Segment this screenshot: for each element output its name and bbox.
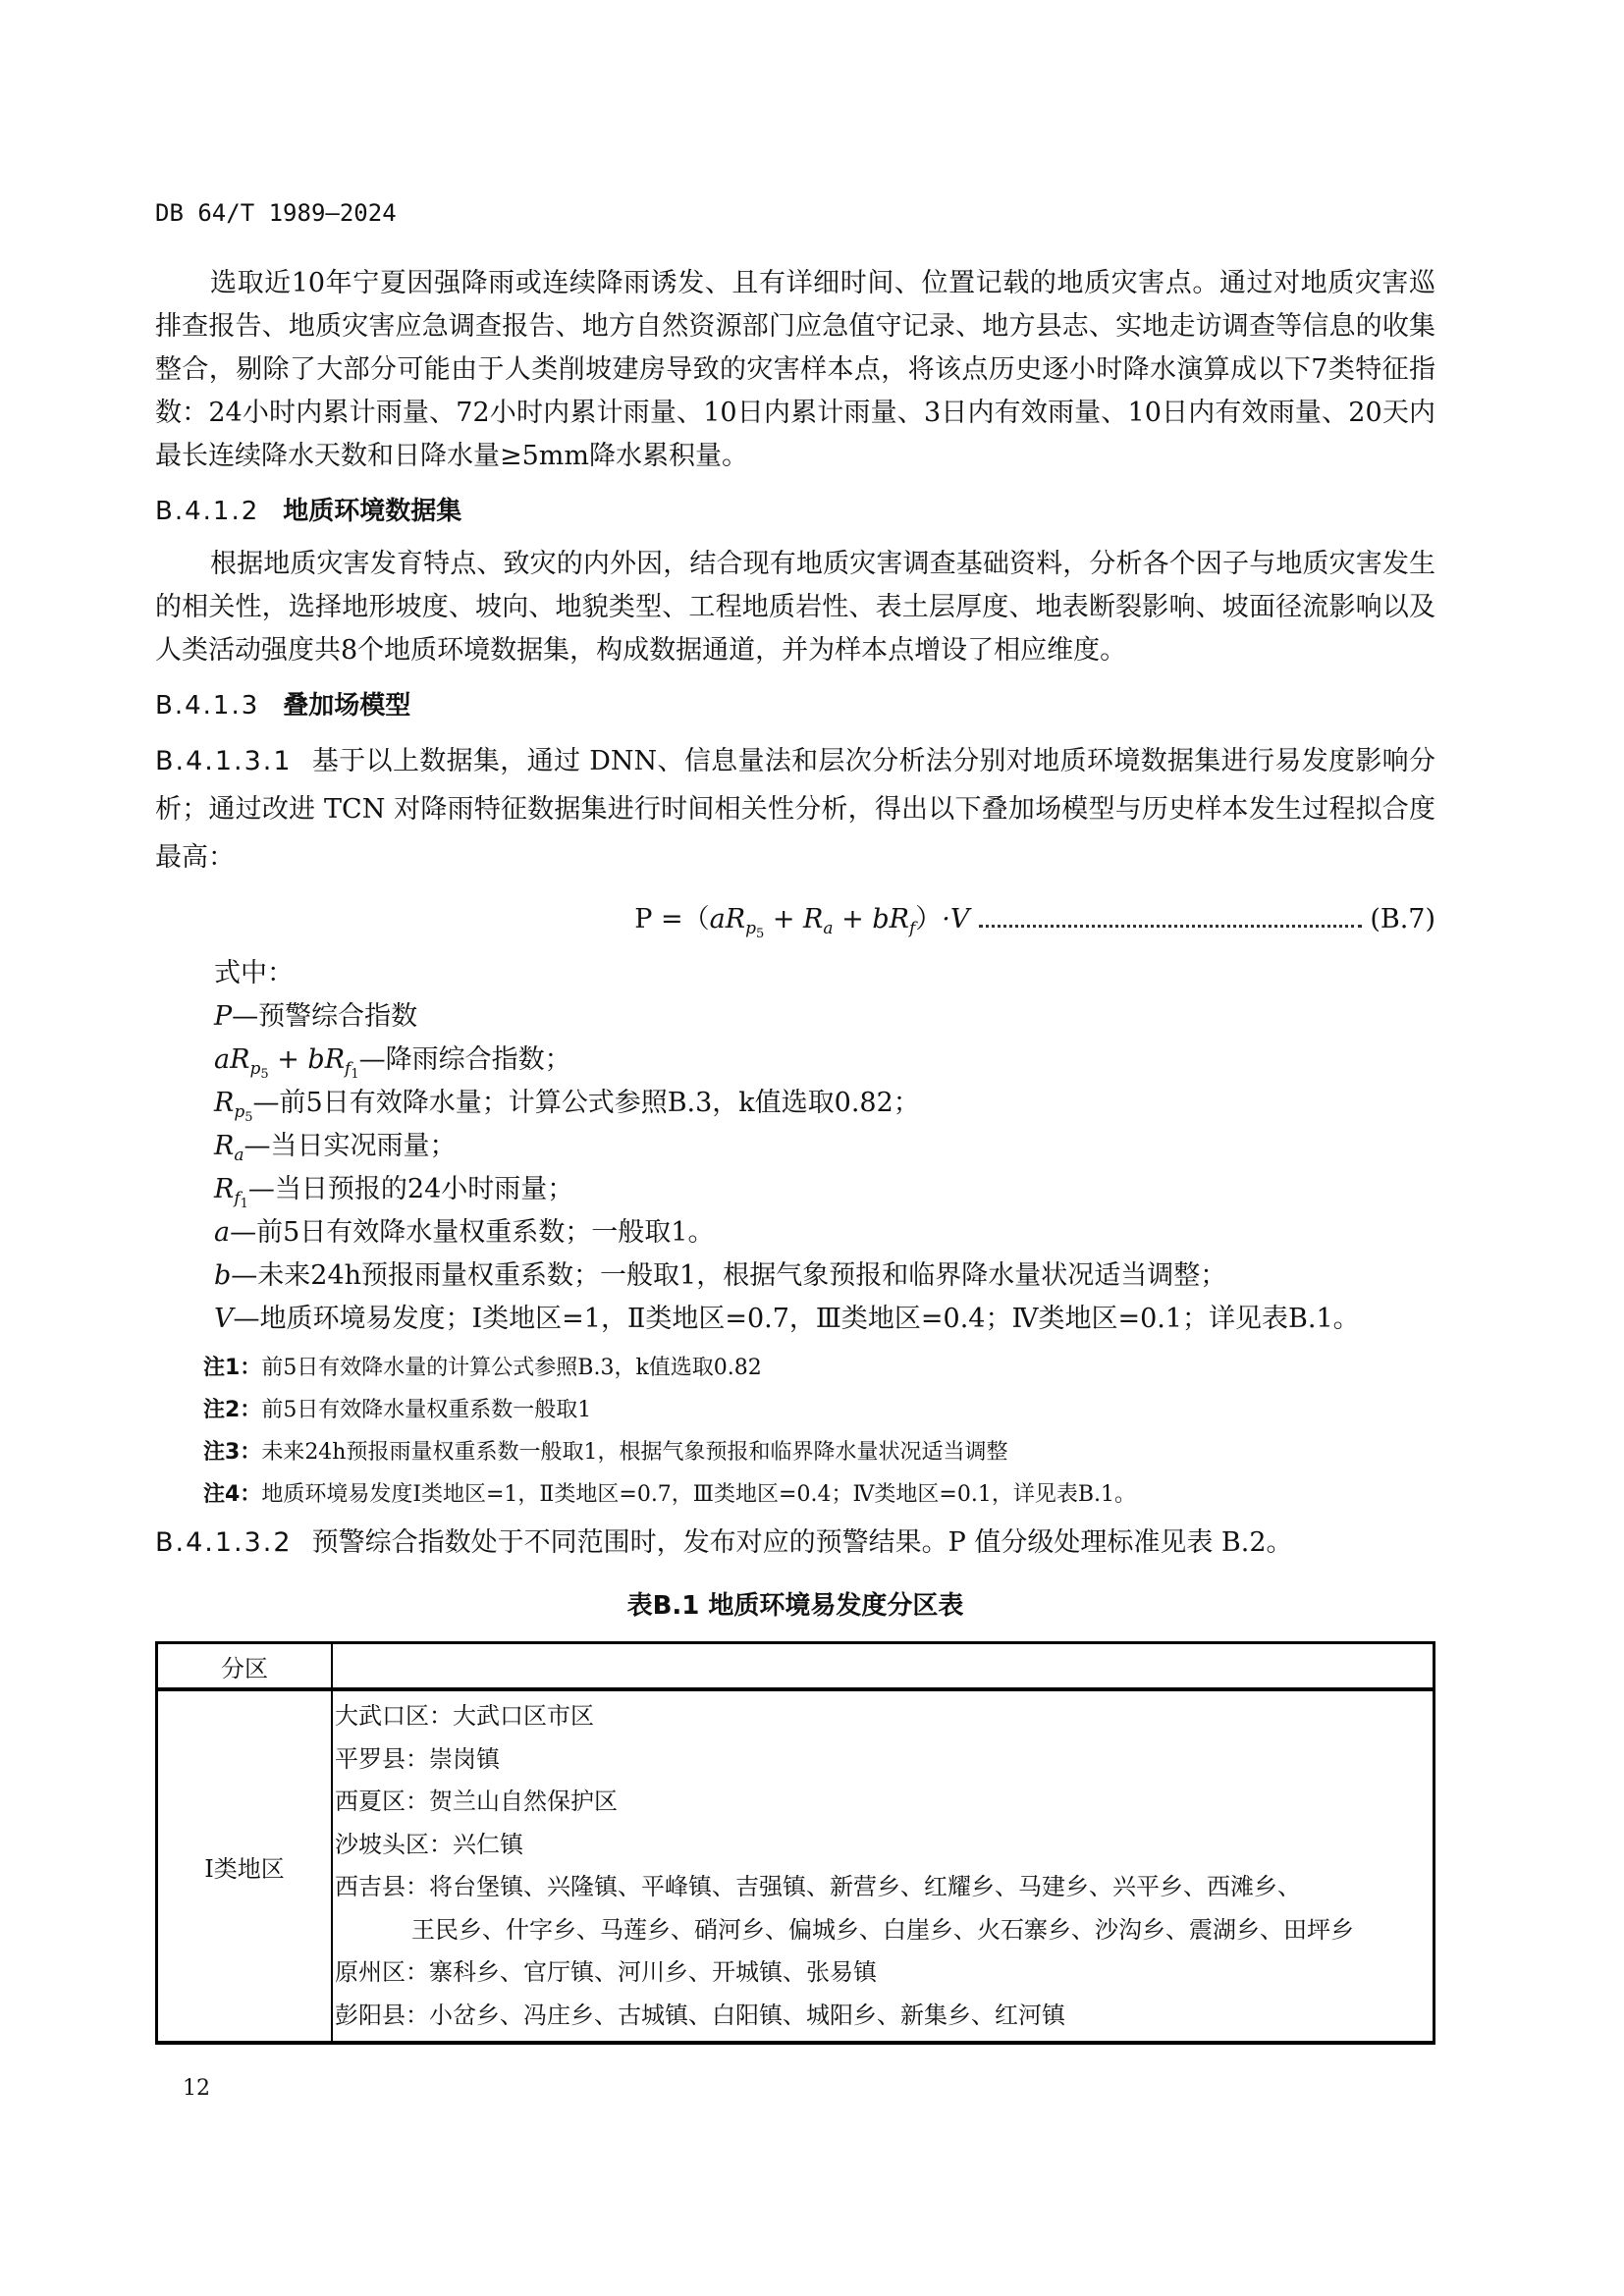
notes-list — [203, 1347, 1435, 1516]
definition-b: b—未来24h预报雨量权重系数；一般取1，根据气象预报和临界降水量状况适当调整； — [214, 1260, 1227, 1291]
formula-paren-open: （ — [682, 904, 710, 934]
header-zone: 分区 — [157, 1643, 333, 1690]
table-title: 表B.1 地质环境易发度分区表 — [626, 1591, 964, 1621]
definitions-intro: 式中： — [214, 958, 294, 988]
area-line: 西吉县：将台堡镇、兴隆镇、平峰镇、吉强镇、新营乡、红耀乡、马建乡、兴平乡、西滩乡、 — [335, 1873, 1301, 1900]
note: 注1：前5日有效降水量的计算公式参照B.3，k值选取0.82 — [203, 1356, 762, 1380]
definition-rf1: $R_{f_1}—$当日预报的24小时雨量； — [214, 1174, 574, 1211]
definition-rain-index: $aR_{p_5}$ + $bR_{f_1}—$降雨综合指数； — [214, 1044, 571, 1082]
area-line: 原州区：寨科乡、官厅镇、河川乡、开城镇、张易镇 — [335, 1958, 877, 1986]
formula-lhs: P = — [634, 904, 683, 934]
definition-ra: $R_a—$当日实况雨量； — [214, 1131, 457, 1165]
page-number: 12 — [183, 2076, 210, 2101]
section-heading-b412 — [155, 492, 1435, 531]
note: 注3：未来24h预报雨量权重系数一般取1，根据气象预报和临界降水量状况适当调整 — [203, 1440, 1008, 1465]
section-title: 叠加场模型 — [283, 691, 411, 721]
clause-text: 预警综合指数处于不同范围时，发布对应的预警结果。P 值分级处理标准见表 B.2。 — [311, 1527, 1293, 1558]
clause-number: B.4.1.3.2 — [155, 1527, 293, 1558]
clause-b4131 — [155, 737, 1435, 881]
clause-text: 基于以上数据集，通过 DNN、信息量法和层次分析法分别对地质环境数据集进行易发度影响分析；通过改进 TCN 对降雨特征数据集进行时间相关性分析，得出以下叠加场模型与历史样本发生过程拟合度最高： — [155, 746, 1435, 873]
area-line: 平罗县：崇岗镇 — [335, 1744, 500, 1773]
section-heading-b413 — [155, 686, 1435, 725]
section-number: B.4.1.2 — [155, 497, 260, 526]
area-line: 王民乡、什字乡、马莲乡、硝河乡、偏城乡、白崖乡、火石寨乡、沙沟乡、震湖乡、田坪乡 — [411, 1915, 1354, 1944]
area-line: 西夏区：贺兰山自然保护区 — [335, 1788, 618, 1815]
section-number: B.4.1.3 — [155, 691, 260, 721]
area-line: 沙坡头区：兴仁镇 — [335, 1830, 523, 1858]
header-areas — [332, 1643, 1435, 1690]
paragraph-geo-environment: 根据地质灾害发育特点、致灾的内外因，结合现有地质灾害调查基础资料，分析各个因子与地质灾害发生的相关性，选择地形坡度、坡向、地貌类型、工程地质岩性、表土层厚度、地表断裂影响、坡面径流影响以及人类活动强度共8个地质环境数据集，构成数据通道，并为样本点增设了相应维度。 — [155, 549, 1435, 666]
section-title: 地质环境数据集 — [283, 497, 462, 526]
definition-p: P—预警综合指数 — [214, 1001, 418, 1032]
definition-a: a—前5日有效降水量权重系数；一般取1。 — [214, 1217, 715, 1248]
susceptibility-zone-table — [155, 1641, 1435, 2045]
formula-paren-close: ） — [915, 904, 943, 934]
zone-areas — [332, 1689, 1435, 2043]
definition-rp5: $R_{p_5}—$前5日有效降水量；计算公式参照B.3，k值选取0.82； — [214, 1088, 920, 1125]
definition-v: V—地质环境易发度；Ⅰ类地区=1，Ⅱ类地区=0.7，Ⅲ类地区=0.4；Ⅳ类地区=0.1；详见表B.1。 — [214, 1304, 1360, 1334]
formula-definitions — [214, 952, 1435, 1341]
formula-times-v: ·V — [942, 904, 970, 934]
document-code-header: DB 64/T 1989—2024 — [155, 199, 397, 227]
table-row — [157, 1689, 1435, 2043]
note: 注2：前5日有效降水量权重系数一般取1 — [203, 1398, 592, 1422]
formula-body: $aR_{p_5} + R_a + bR_f$ — [709, 904, 916, 941]
paragraph-rainfall-samples: 选取近10年宁夏因强降雨或连续降雨诱发、且有详细时间、位置记载的地质灾害点。通过对地质灾害巡排查报告、地质灾害应急调查报告、地方自然资源部门应急值守记录、地方县志、实地走访调查等信息的收集整合，剔除了大部分可能由于人类削坡建房导致的灾害样本点，将该点历史逐小时降水演算成以下7类特征指数：24小时内累计雨量、72小时内累计雨量、10日内累计雨量、3日内有效雨量、10日内有效雨量、20天内最长连续降水天数和日降水量≥5mm降水累积量。 — [155, 268, 1435, 471]
leader-dots — [979, 925, 1362, 928]
zone-label: Ⅰ类地区 — [157, 1689, 333, 2043]
clause-number: B.4.1.3.1 — [155, 746, 293, 776]
note: 注4：地质环境易发度Ⅰ类地区=1，Ⅱ类地区=0.7，Ⅲ类地区=0.4；Ⅳ类地区=0.1，详见表B.1。 — [203, 1482, 1137, 1507]
area-line: 大武口区：大武口区市区 — [335, 1702, 594, 1730]
area-line: 彭阳县：小岔乡、冯庄乡、古城镇、白阳镇、城阳乡、新集乡、红河镇 — [335, 2001, 1065, 2029]
formula-label: (B.7) — [1370, 904, 1435, 934]
table-header-row — [157, 1643, 1435, 1690]
formula-b7 — [155, 895, 1435, 944]
clause-b4132 — [155, 1522, 1435, 1565]
